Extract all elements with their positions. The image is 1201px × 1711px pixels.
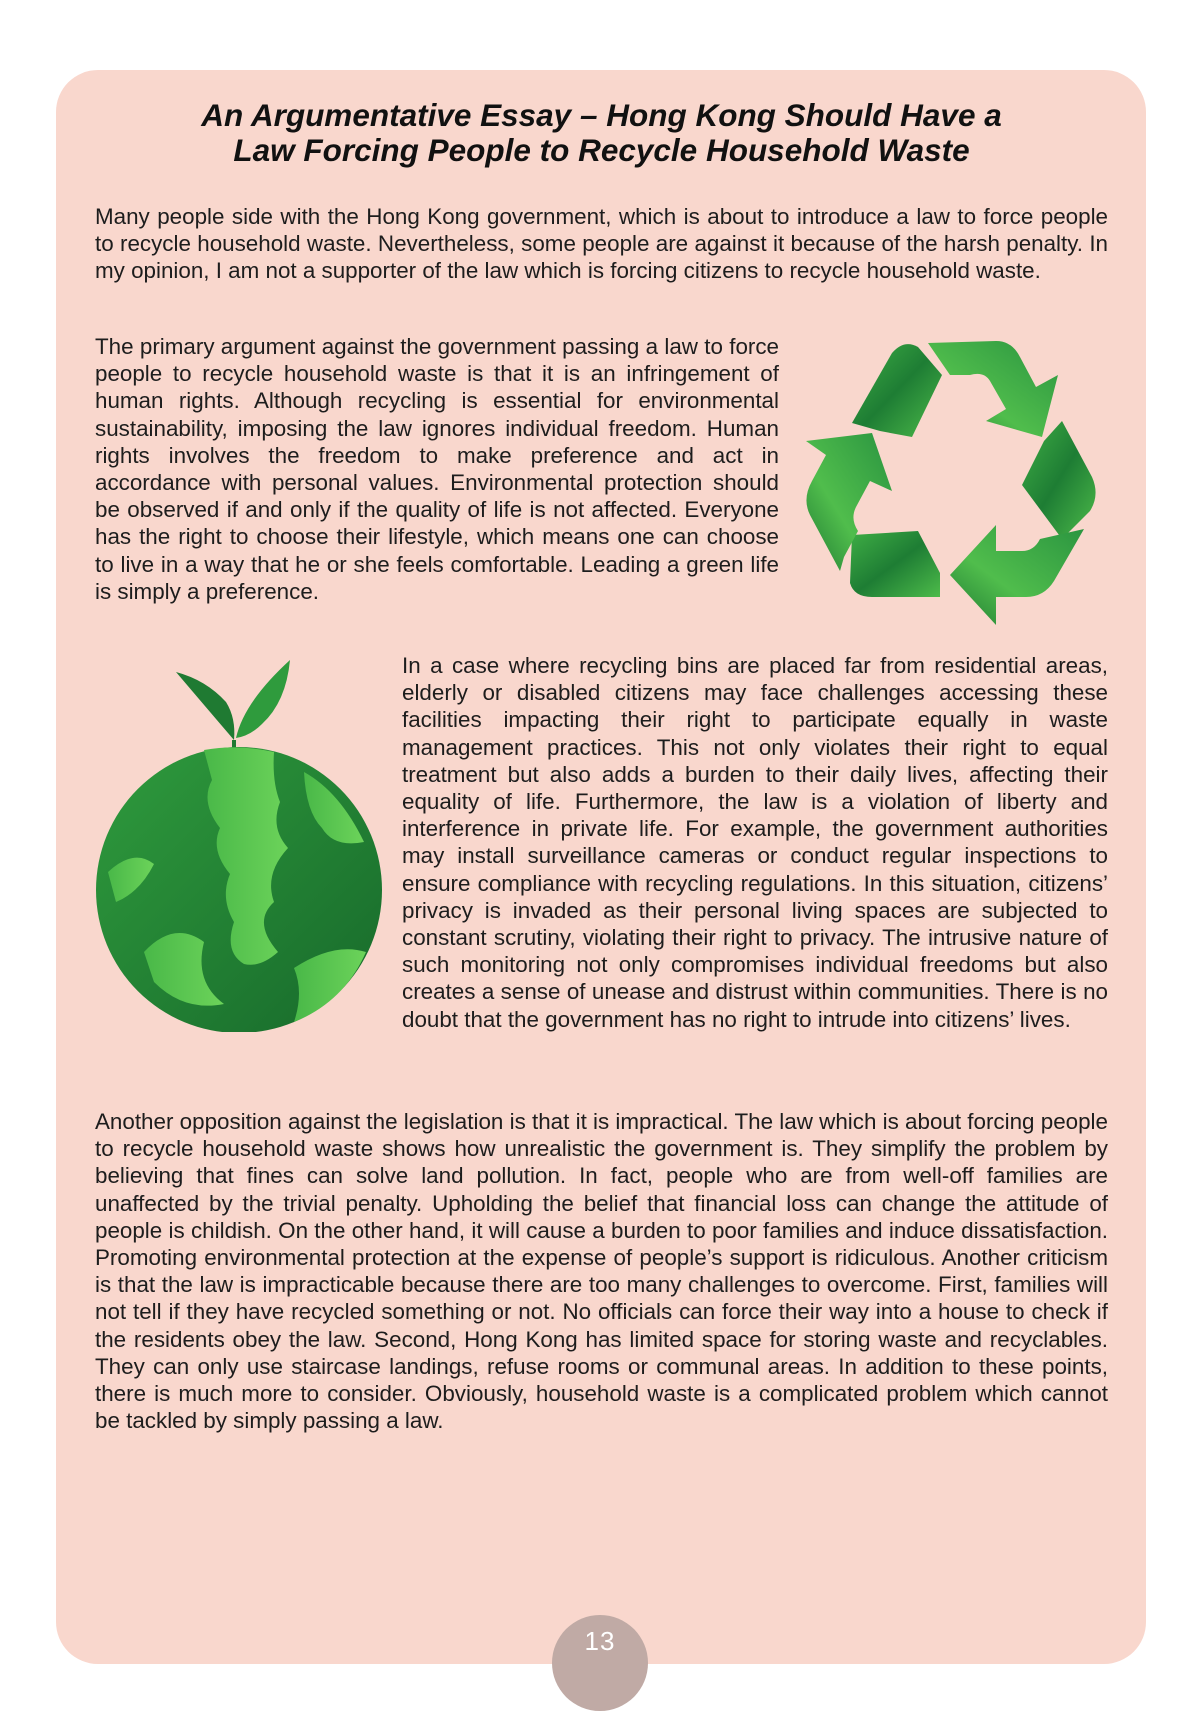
intro-paragraph: Many people side with the Hong Kong government, which is about to introduce a law to force people to recycle household waste. Nevertheless, some people are against it because of the harsh penalty. In my opinion, I am not a supporter of the law which is forcing citizens to recycle household waste. — [95, 204, 1108, 284]
equality-privacy-text: In a case where recycling bins are placed far from residential areas, elderly or disabled citizens may face challenges accessing these facilities impacting their right to participate equally in waste management practices. This not only violates their right to equal treatment but also adds a burden to their daily lives, affecting their equality of life. Furthermore, the law is a violation of liberty and interference in private life. For example, the government authorities may install surveillance cameras or conduct regular inspections to ensure compliance with recycling regulations. In this situation, citizens’ privacy is invaded as their personal living spaces are subjected to constant scrutiny, violating their right to privacy. The intrusive nature of such monitoring not only compromises individual freedoms but also creates a sense of unease and distrust within communities. There is no doubt that the government has no right to intrude into citizens’ lives. — [402, 653, 1108, 1032]
recycle-symbol-icon — [800, 335, 1110, 635]
essay-title-line-1: An Argumentative Essay – Hong Kong Should Have a — [201, 97, 1002, 133]
page-number: 13 — [584, 1626, 616, 1656]
essay-title — [95, 98, 1108, 168]
globe-float-spacer — [95, 652, 402, 1008]
page-number-badge — [552, 1615, 648, 1711]
human-rights-paragraph: The primary argument against the government passing a law to force people to recycle household waste is that it is an infringement of human rights. Although recycling is essential for environmental sustainability, imposing the law ignores individual freedom. Human rights involves the freedom to make preference and act in accordance with personal values. Environmental protection should be observed if and only if the quality of life is not affected. Everyone has the right to choose their lifestyle, which means one can choose to live in a way that he or she feels comfortable. Leading a green life is simply a preference. — [95, 334, 779, 604]
impractical-paragraph: Another opposition against the legislation is that it is impractical. The law which is about forcing people to recycle household waste shows how unrealistic the government is. They simplify the problem by believing that fines can solve land pollution. In fact, people who are from well-off families are unaffected by the trivial penalty. Upholding the belief that financial loss can change the attitude of people is childish. On the other hand, it will cause a burden to poor families and induce dissatisfaction. Promoting environmental protection at the expense of people’s support is ridiculous. Another criticism is that the law is impracticable because there are too many challenges to overcome. First, families will not tell if they have recycled something or not. No officials can force their way into a house to check if the residents obey the law. Second, Hong Kong has limited space for storing waste and recyclables. They can only use staircase landings, refuse rooms or communal areas. In addition to these points, there is much more to consider. Obviously, household waste is a complicated problem which cannot be tackled by simply passing a law. — [95, 1109, 1108, 1434]
equality-privacy-paragraph — [95, 652, 1108, 1033]
essay-title-line-2: Law Forcing People to Recycle Household Waste — [233, 132, 970, 168]
